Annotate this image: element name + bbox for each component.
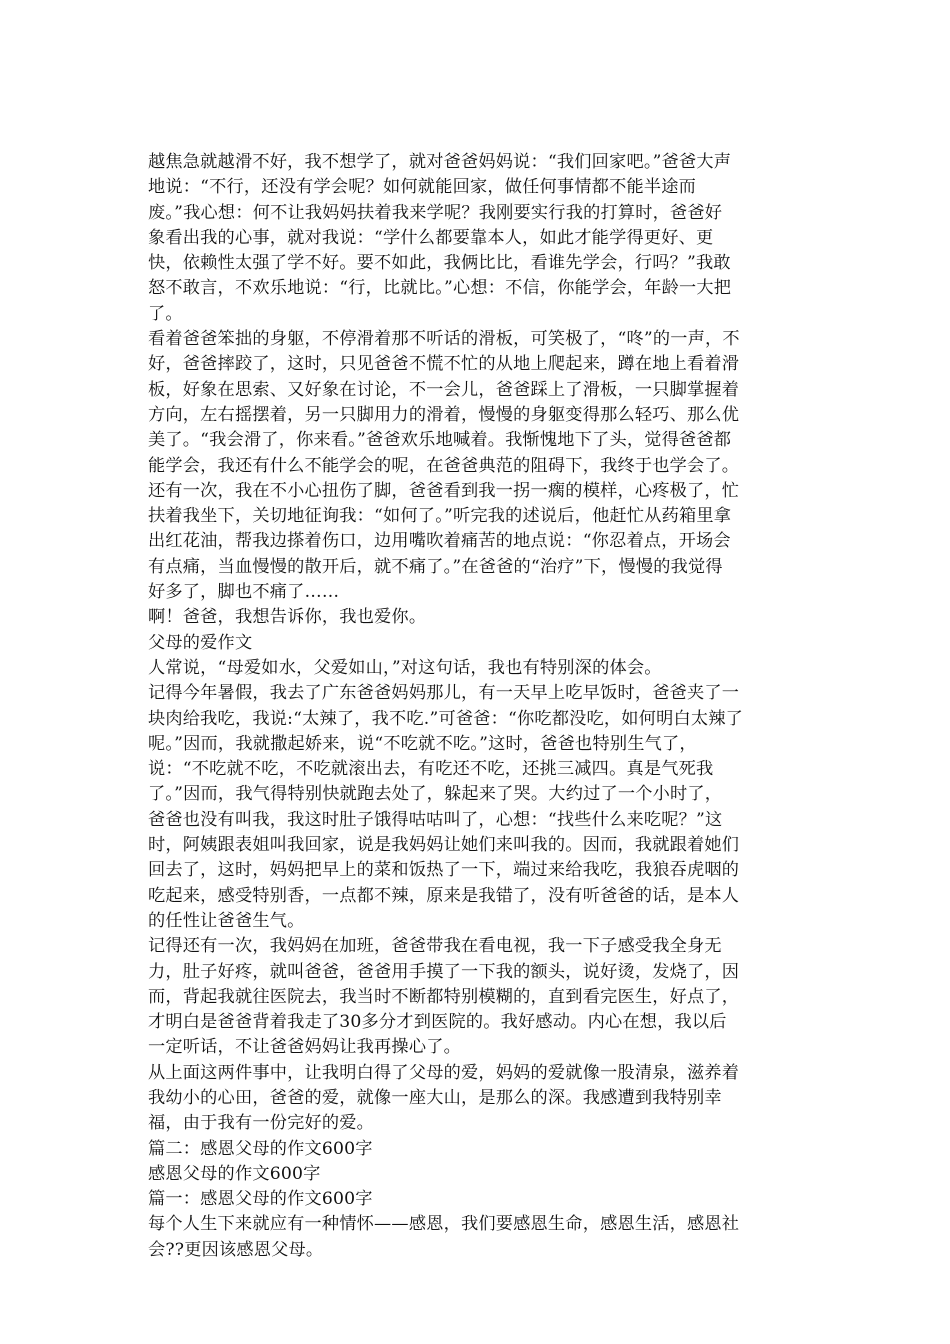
paragraph-9: 从上面这两件事中，让我明白得了父母的爱，妈妈的爱就像一股清泉，滋养着 我幼小的心田，爸爸的爱，就像一座大山，是那么的深。我感遭到我特别幸 福，由于我有一份完好的爱。 — [148, 1062, 740, 1134]
paragraph-8: 记得还有一次，我妈妈在加班，爸爸带我在看电视，我一下子感受我全身无 力，肚子好疼，就叫爸爸，爸爸用手摸了一下我的额头，说好烫，发烧了，因 而，背起我就往医院去，我当时不断都特别模糊的，直到看完医生，好点了， 才明白是爸爸背着我走了30多分才到医院的。我好感动。内心在想，我以后 一定听话，不让爸爸妈妈让我再操心了。 — [148, 936, 740, 1058]
section-title-gratitude: 感恩父母的作文600字 — [148, 1163, 321, 1184]
section-heading-part-one: 篇一：感恩父母的作文600字 — [148, 1189, 373, 1210]
paragraph-13: 每个人生下来就应有一种情怀——感恩，我们要感恩生命，感恩生活，感恩社 会??更因该感恩父母。 — [148, 1214, 740, 1260]
paragraph-6: 人常说，“母爱如水，父爱如山，”对这句话，我也有特别深的体会。 — [148, 657, 662, 678]
document-body — [148, 150, 808, 1263]
paragraph-7: 记得今年暑假，我去了广东爸爸妈妈那儿，有一天早上吃早饭时，爸爸夹了一 块肉给我吃，我说:“太辣了，我不吃.”可爸爸：“你吃都没吃，如何明白太辣了 呢。”因而，我就撒起娇来，说“不吃就不吃。”这时，爸爸也特别生气了， 说：“不吃就不吃，不吃就滚出去，有吃还不吃，还挑三减四。真是气死我 了。”因而，我气得特别快就跑去处了，躲起来了哭。大约过了一个小时了， 爸爸也没有叫我，我这时肚子饿得咕咕叫了，心想：“找些什么来吃呢？”这 时，阿姨跟表姐叫我回家，说是我妈妈让她们来叫我的。因而，我就跟着她们 回去了，这时，妈妈把早上的菜和饭热了一下，端过来给我吃，我狼吞虎咽的 吃起来，感受特别香，一点都不辣，原来是我错了，没有听爸爸的话，是本人 的任性让爸爸生气。 — [148, 683, 744, 931]
section-heading-part-two: 篇二：感恩父母的作文600字 — [148, 1138, 373, 1159]
paragraph-1: 越焦急就越滑不好，我不想学了，就对爸爸妈妈说：“我们回家吧。”爸爸大声 地说：“不行，还没有学会呢？如何就能回家，做任何事情都不能半途而 废。”我心想：何不让我妈妈扶着我来学呢？我刚要实行我的打算时，爸爸好 象看出我的心事，就对我说：“学什么都要靠本人，如此才能学得更好、更 快，依赖性太强了学不好。要不如此，我俩比比，看谁先学会，行吗？”我敢 怒不敢言，不欢乐地说：“行，比就比。”心想：不信，你能学会，年龄一大把 了。 — [148, 152, 732, 324]
section-title-parents-love: 父母的爱作文 — [148, 632, 253, 653]
paragraph-2: 看着爸爸笨拙的身躯，不停滑着那不听话的滑板，可笑极了，“咚”的一声，不 好，爸爸摔跤了，这时，只见爸爸不慌不忙的从地上爬起来，蹲在地上看着滑 板，好象在思索、又好象在讨论，不一会儿，爸爸踩上了滑板，一只脚掌握着 方向，左右摇摆着，另一只脚用力的滑着，慢慢的身躯变得那么轻巧、那么优 美了。“我会滑了，你来看。”爸爸欢乐地喊着。我惭愧地下了头，觉得爸爸都 能学会，我还有什么不能学会的呢，在爸爸典范的阻碍下，我终于也学会了。 — [148, 329, 740, 476]
paragraph-4: 啊！爸爸，我想告诉你，我也爱你。 — [148, 607, 427, 628]
paragraph-3: 还有一次，我在不小心扭伤了脚，爸爸看到我一拐一瘸的模样，心疼极了，忙 扶着我坐下，关切地征询我：“如何了。”听完我的述说后，他赶忙从药箱里拿 出红花油，帮我边搽着伤口，边用嘴吹着痛苦的地点说：“你忍着点，开场会 有点痛，当血慢慢的散开后，就不痛了。”在爸爸的“治疗”下，慢慢的我觉得 好多了，脚也不痛了…… — [148, 480, 740, 603]
